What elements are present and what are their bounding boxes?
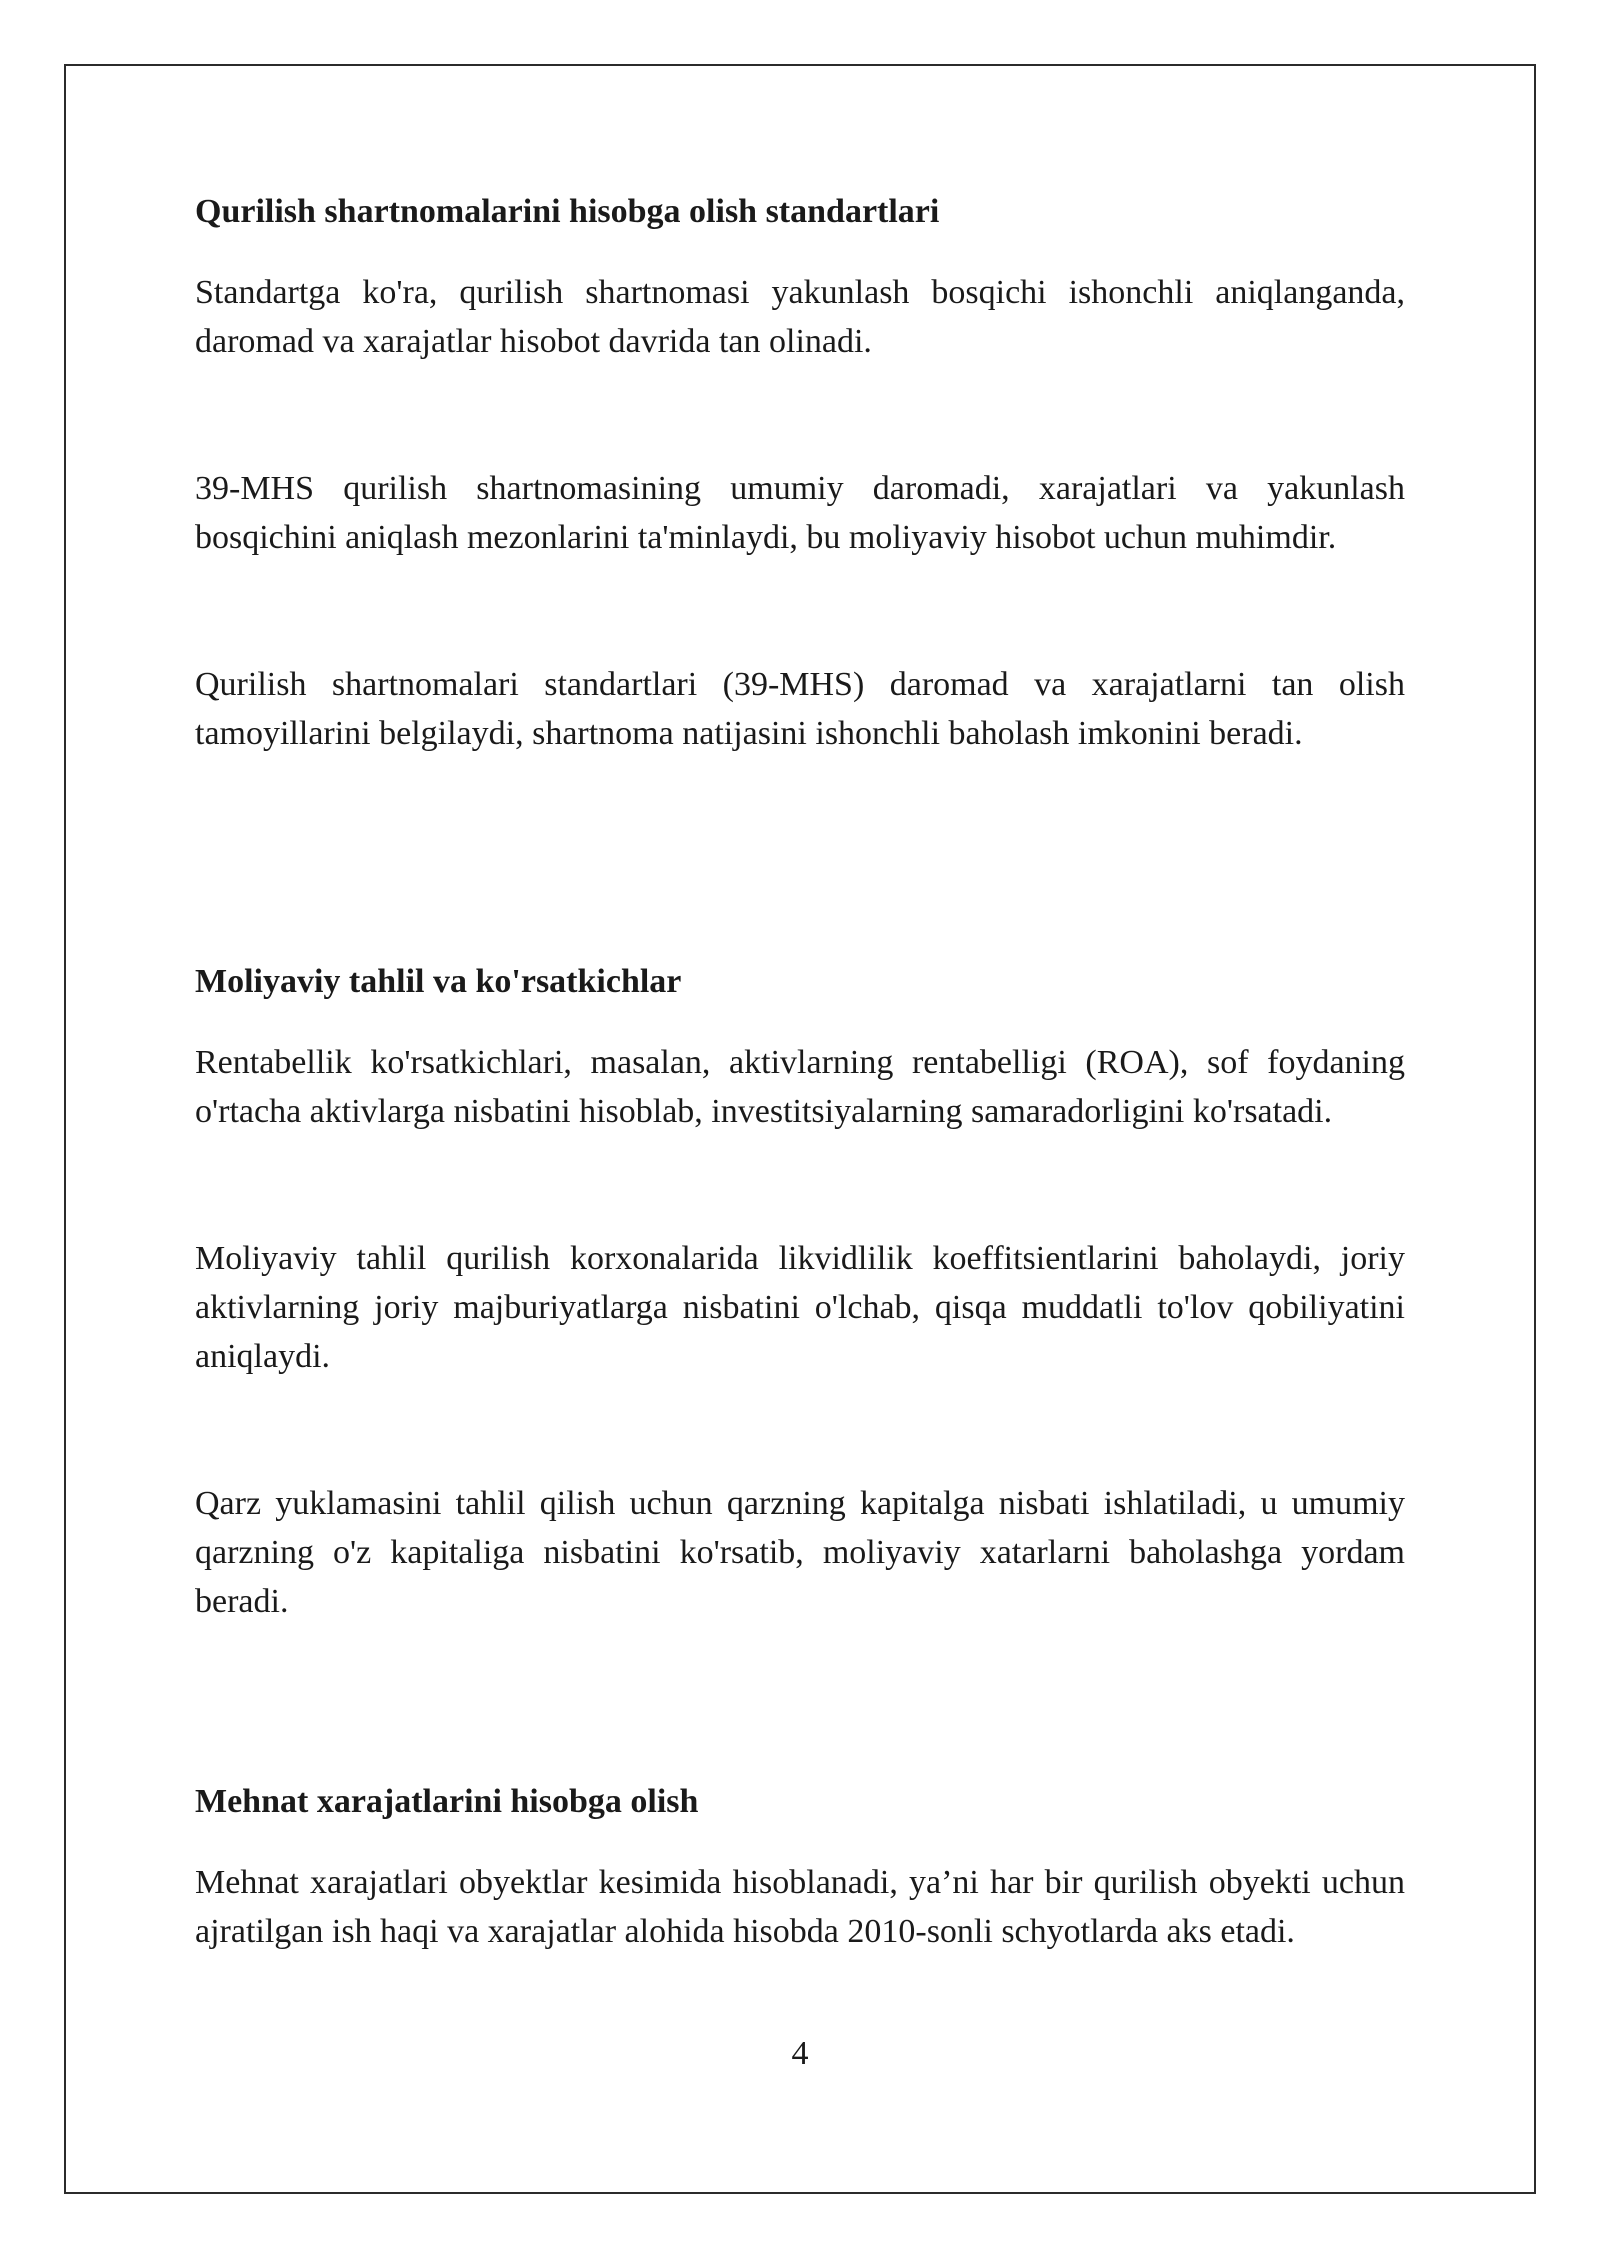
paragraph: Standartga ko'ra, qurilish shartnomasi yakunlash bosqichi ishonchli aniqlanganda, daromad va xarajatlar hisobot davrida tan olinadi. <box>195 274 1405 360</box>
page-number: 4 <box>791 2035 809 2072</box>
paragraph: Mehnat xarajatlari obyektlar kesimida hisoblanadi, ya’ni har bir qurilish obyekti uchun ajratilgan ish haqi va xarajatlar alohida hisobda 2010-sonli schyotlarda aks etadi. <box>195 1864 1405 1950</box>
paragraph: Moliyaviy tahlil qurilish korxonalarida likvidlilik koeffitsientlarini baholaydi, joriy aktivlarning joriy majburiyatlarga nisbatini o'lchab, qisqa muddatli to'lov qobiliyatini aniqlaydi. <box>195 1240 1405 1375</box>
paragraph: Rentabellik ko'rsatkichlari, masalan, aktivlarning rentabelligi (ROA), sof foydaning o'rtacha aktivlarga nisbatini hisoblab, investitsiyalarning samaradorligini ko'rsatadi. <box>195 1044 1405 1130</box>
section-construction-contracts <box>195 188 1405 758</box>
paragraph: Qurilish shartnomalari standartlari (39-MHS) daromad va xarajatlarni tan olish tamoyillarini belgilaydi, shartnoma natijasini ishonchli baholash imkonini beradi. <box>195 666 1405 752</box>
section-financial-analysis <box>195 958 1405 1626</box>
section-heading: Qurilish shartnomalarini hisobga olish standartlari <box>195 193 940 230</box>
section-heading: Moliyaviy tahlil va ko'rsatkichlar <box>195 963 682 1000</box>
section-labor-costs <box>195 1778 1405 1956</box>
paragraph: Qarz yuklamasini tahlil qilish uchun qarzning kapitalga nisbati ishlatiladi, u umumiy qarzning o'z kapitaliga nisbatini ko'rsatib, moliyaviy xatarlarni baholashga yordam beradi. <box>195 1485 1405 1620</box>
paragraph: 39-MHS qurilish shartnomasining umumiy daromadi, xarajatlari va yakunlash bosqichini aniqlash mezonlarini ta'minlaydi, bu moliyaviy hisobot uchun muhimdir. <box>195 470 1405 556</box>
section-heading: Mehnat xarajatlarini hisobga olish <box>195 1783 699 1820</box>
